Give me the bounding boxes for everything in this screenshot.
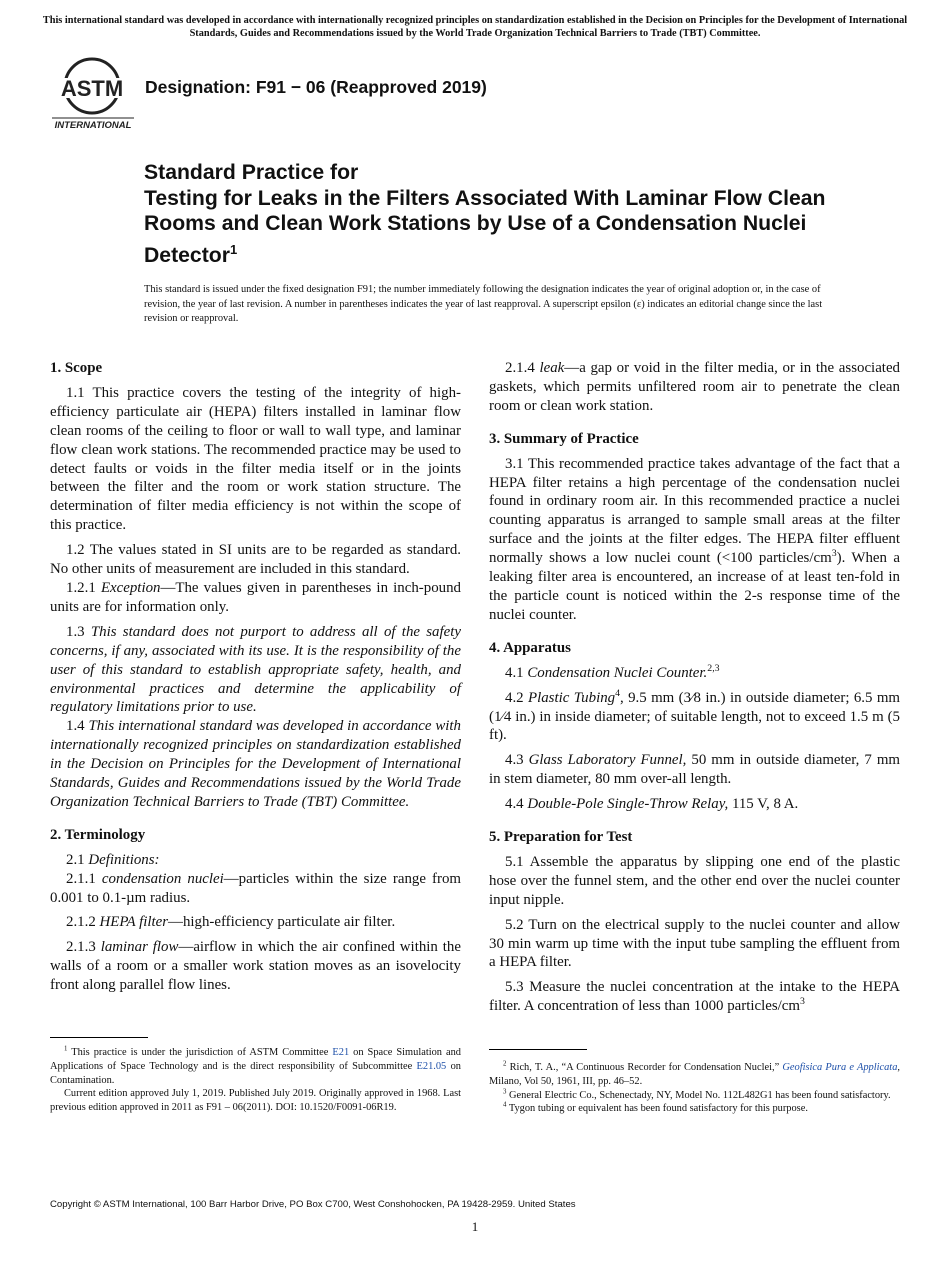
journal-link[interactable]: Geofisica Pura e Applicata: [782, 1062, 898, 1073]
page-number: 1: [471, 1219, 479, 1234]
footnotes-left: [50, 1046, 461, 1115]
section-5-heading: 5. Preparation for Test: [489, 829, 633, 846]
footnote-rule-right: [489, 1049, 587, 1050]
para-2-1-3: 2.1.3 laminar flow—airflow in which the air confined within the walls of a room or a smaller work station moves as an isovelocity front along parallel flow lines.: [50, 939, 461, 994]
para-4-1: 4.1 Condensation Nuclei Counter.$^{2,3}$: [505, 662, 720, 681]
committee-e21-link[interactable]: E21: [332, 1047, 350, 1058]
para-2-1-4: 2.1.4 leak—a gap or void in the filter media, or in the associated gaskets, which permits unfiltered room air to penetrate the clean room or clean work station.: [489, 360, 900, 414]
para-2-1-2: 2.1.2 HEPA filter—high-efficiency particulate air filter.: [66, 914, 396, 931]
para-1-2: 1.2 The values stated in SI units are to be regarded as standard. No other units of measurement are included in this standard.: [50, 542, 461, 578]
para-4-3: 4.3 Glass Laboratory Funnel, 50 mm in outside diameter, 7 mm in stem diameter, 80 mm over-all length.: [489, 752, 900, 788]
title-footnote-mark: 1: [229, 241, 238, 257]
footnotes-right: [489, 1061, 900, 1116]
svg-text:ASTM: ASTM: [60, 76, 124, 101]
footnote-3: $^3$ General Electric Co., Schenectady, NY, Model No. 112L482G1 has been found satisfactory.: [503, 1088, 891, 1101]
para-4-2: 4.2 Plastic Tubing$^4$, 9.5 mm (3⁄8 in.) in outside diameter; 6.5 mm (1⁄4 in.) in inside diameter; of suitable length, not to exceed 1.5 m (5 ft).: [489, 687, 900, 744]
committee-notice: This international standard was developed in accordance with internationally recognized principles on standardization established in the Decision on Principles for the Development of International Standards, Guides and Recommendations issued by the World Trade Organization Technical Barriers to Trade (TBT) Committee.: [42, 15, 908, 39]
designation: Designation: F91 − 06 (Reapproved 2019): [145, 77, 487, 97]
document-title: [144, 160, 844, 268]
para-2-1: 2.1 Definitions:: [66, 851, 160, 868]
right-column: [489, 359, 900, 1022]
footnote-rule-left: [50, 1037, 148, 1038]
title-line-1: Standard Practice for: [144, 161, 359, 184]
svg-text:INTERNATIONAL: INTERNATIONAL: [54, 120, 132, 131]
title-main: Testing for Leaks in the Filters Associated With Laminar Flow Clean Rooms and Clean Work Stations by Use of a Condensation Nuclei Detector$^1$: [144, 186, 826, 267]
section-4-heading: 4. Apparatus: [489, 639, 571, 656]
astm-logo: [52, 56, 136, 132]
subcommittee-e21-05-link[interactable]: E21.05: [416, 1060, 447, 1072]
footnote-2: $^2$ Rich, T. A., “A Continuous Recorder for Condensation Nuclei,” Geofisica Pura e Applicata, Milano, Vol 50, 1961, III, pp. 46–52.: [489, 1060, 900, 1087]
footnote-1: $^1$ This practice is under the jurisdiction of ASTM Committee E21 on Space Simulation and Applications of Space Technology and is the direct responsibility of Subcommittee E21.05 on Contamination.: [50, 1045, 461, 1086]
para-2-1-1: 2.1.1 condensation nuclei—particles within the size range from 0.001 to 0.1-µm radius.: [50, 870, 461, 906]
section-1-heading: 1. Scope: [50, 360, 103, 376]
footnote-4: $^4$ Tygon tubing or equivalent has been found satisfactory for this purpose.: [503, 1101, 808, 1115]
para-3-1: 3.1 This recommended practice takes advantage of the fact that a HEPA filter retains a high percentage of the condensation nuclei found in ordinary room air. In this recommended practice a nuclei counting apparatus is arranged to sample small areas at the filter surface and the joints at the filter edges. The HEPA filter effluent normally shows a low nuclei count (<100 particles/$cm^3$). When a leaking filter area is encountered, an increase of at least ten-fold in the particle count is noticed within the 2-s response time of the nuclei counter.: [489, 455, 900, 623]
section-3-heading: 3. Summary of Practice: [489, 430, 639, 447]
copyright-line: Copyright © ASTM International, 100 Barr Harbor Drive, PO Box C700, West Conshohocken, PA 19428-2959. United States: [50, 1199, 576, 1210]
para-4-4: 4.4 Double-Pole Single-Throw Relay, 115 V, 8 A.: [505, 796, 799, 813]
para-1-2-1: 1.2.1 Exception—The values given in parentheses in inch-pound units are for information only.: [50, 579, 461, 615]
para-5-3: 5.3 Measure the nuclei concentration at the intake to the HEPA filter. A concentration of less than 1000 particles/$cm^3$: [489, 979, 900, 1015]
para-1-4: 1.4 This international standard was developed in accordance with internationally recognized principles on standardization established in the Decision on Principles for the Development of International Standards, Guides and Recommendations issued by the World Trade Organization Technical Barriers to Trade (TBT) Committee.: [50, 718, 461, 810]
para-5-1: 5.1 Assemble the apparatus by slipping one end of the plastic hose over the funnel stem, and the other end over the nuclei counter input nipple.: [489, 853, 900, 908]
astm-logo-icon: [52, 56, 136, 132]
issued-note: This standard is issued under the fixed designation F91; the number immediately following the designation indicates the year of original adoption or, in the case of revision, the year of last revision. A number in parentheses indicates the year of last reapproval. A superscript epsilon (ε) indicates an editorial change since the last revision or reapproval.: [144, 284, 823, 325]
para-1-3: 1.3 This standard does not purport to address all of the safety concerns, if any, associated with its use. It is the responsibility of the user of this standard to establish appropriate safety, health, and environmental practices and determine the applicability of regulatory limitations prior to use.: [50, 623, 461, 716]
section-2-heading: 2. Terminology: [50, 826, 146, 843]
footnote-edition: Current edition approved July 1, 2019. Published July 2019. Originally approved in 1968. Last previous edition approved in 2011 as F91 – 06(2011). DOI: 10.1520/F0091-06R19.: [50, 1088, 461, 1114]
para-5-2: 5.2 Turn on the electrical supply to the nuclei counter and allow 30 min warm up time with the input tube sampling the effluent from a HEPA filter.: [489, 916, 900, 971]
left-column: [50, 359, 461, 1001]
para-1-1: 1.1 This practice covers the testing of the integrity of high-efficiency particulate air (HEPA) filters installed in laminar flow clean rooms of the ceiling to floor or wall to wall type, and laminar flow clean work stations. The recommended practice may be used to detect faults or voids in the filter media itself or in the joints between the filter and the room or work station structure. The determination of filter media efficiency is not within the scope of this practice.: [50, 384, 461, 534]
